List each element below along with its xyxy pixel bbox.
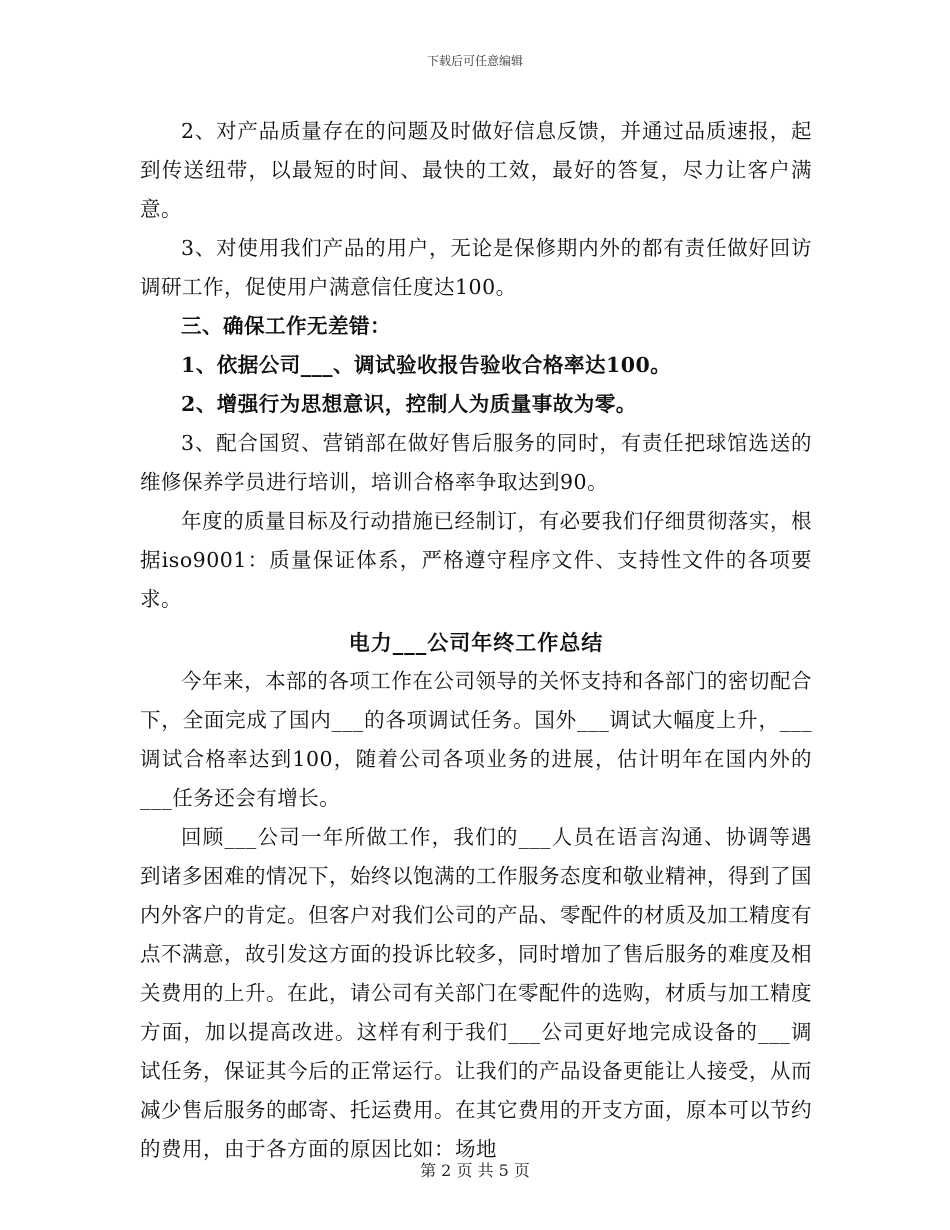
page-header: 下载后可任意编辑: [426, 54, 523, 68]
list-item-quality-awareness: 2、增强行为思想意识，控制人为质量事故为零。: [181, 392, 637, 416]
paragraph-quality-goals: 年度的质量目标及行动措施已经制订，有必要我们仔细贯彻落实，根据iso9001：质量保证体系，严格遵守程序文件、支持性文件的各项要求。: [140, 509, 812, 611]
paragraph-user-followup: 3、对使用我们产品的用户，无论是保修期内外的都有责任做好回访调研工作，促使用户满意信任度达100。: [140, 236, 812, 299]
list-item-training: 3、配合国贸、营销部在做好售后服务的同时，有责任把球馆选送的维修保养学员进行培训，培训合格率争取达到90。: [140, 431, 812, 494]
document-body: [140, 112, 812, 1169]
paragraph-feedback: 2、对产品质量存在的问题及时做好信息反馈，并通过品质速报，起到传送纽带，以最短的时间、最快的工效，最好的答复，尽力让客户满意。: [140, 119, 812, 221]
paragraph-intro: 今年来，本部的各项工作在公司领导的关怀支持和各部门的密切配合下，全面完成了国内___的各项调试任务。国外___调试大幅度上升，___调试合格率达到100，随着公司各项业务的进展，估计明年在国内外的___任务还会有增长。: [140, 669, 812, 810]
list-item-acceptance-rate: 1、依据公司___、调试验收报告验收合格率达100。: [181, 353, 672, 377]
page-number: 第 2 页 共 5 页: [420, 1161, 530, 1180]
paragraph-review: 回顾___公司一年所做工作，我们的___人员在语言沟通、协调等遇到诸多困难的情况下，始终以饱满的工作服务态度和敬业精神，得到了国内外客户的肯定。但客户对我们公司的产品、零配件的材质及加工精度有点不满意，故引发这方面的投诉比较多，同时增加了售后服务的难度及相关费用的上升。在此，请公司有关部门在零配件的选购，材质与加工精度方面，加以提高改进。这样有利于我们___公司更好地完成设备的___调试任务，保证其今后的正常运行。让我们的产品设备更能让人接受，从而减少售后服务的邮寄、托运费用。在其它费用的开支方面，原本可以节约的费用，由于各方面的原因比如：场地: [140, 825, 812, 1161]
section-heading-no-errors: 三、确保工作无差错：: [181, 314, 391, 338]
article-title: 电力___公司年终工作总结: [348, 630, 604, 655]
